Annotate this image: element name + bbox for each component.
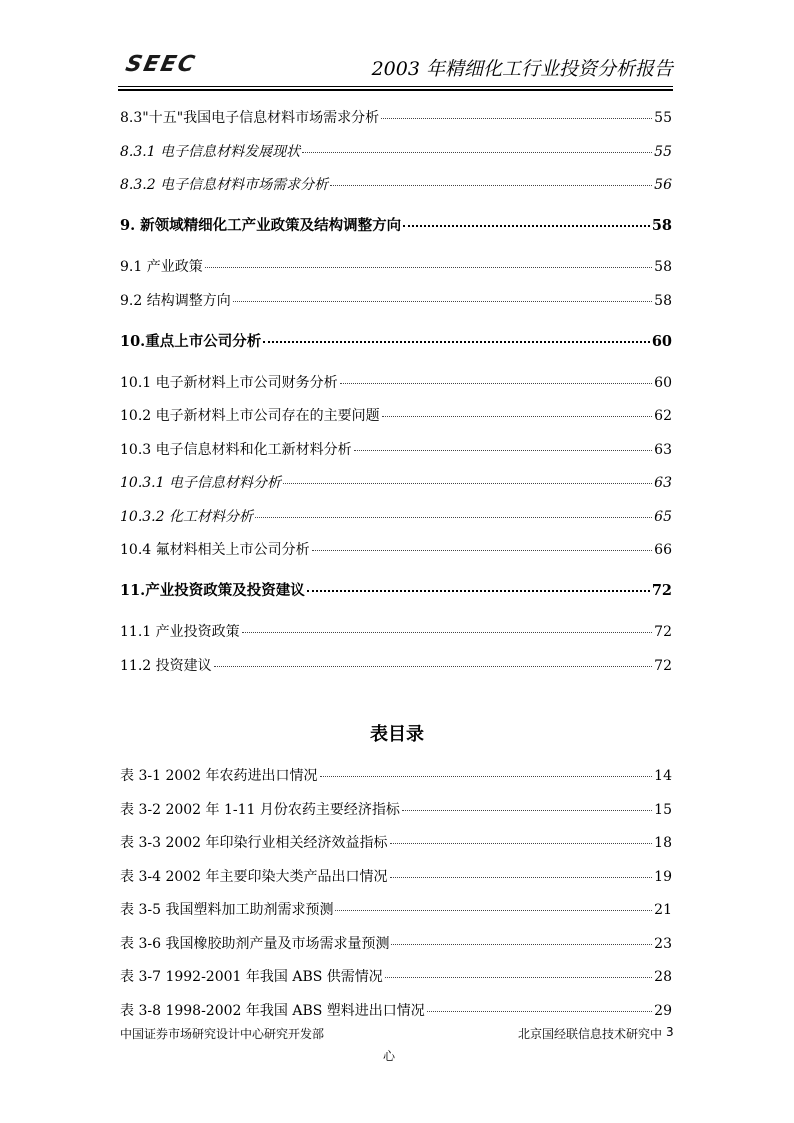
dot-leader — [205, 267, 652, 268]
entry-label: 表 3-1 2002 年农药进出口情况 — [120, 768, 318, 784]
entry-page-number: 29 — [654, 1002, 672, 1019]
toc-entry[interactable] — [120, 257, 672, 277]
entry-label: 8.3.2 电子信息材料市场需求分析 — [120, 177, 329, 193]
entry-page-number: 60 — [654, 374, 672, 391]
entry-page-number: 23 — [654, 935, 672, 952]
entry-label: 表 3-2 2002 年 1-11 月份农药主要经济指标 — [120, 801, 400, 818]
entry-page-number: 60 — [651, 332, 672, 350]
toc-entry[interactable] — [120, 373, 672, 393]
entry-label: 9.1 产业政策 — [120, 259, 203, 275]
table-of-contents — [120, 108, 672, 676]
dot-leader — [283, 483, 652, 484]
toc-entry[interactable] — [120, 108, 672, 128]
dot-leader — [427, 1011, 652, 1012]
toc-entry[interactable] — [120, 622, 672, 642]
entry-label: 10.3.1 电子信息材料分析 — [120, 475, 281, 491]
dot-leader — [233, 301, 652, 302]
toc-entry[interactable] — [120, 900, 672, 920]
toc-entry[interactable] — [120, 967, 672, 987]
dot-leader — [263, 341, 650, 343]
dot-leader — [385, 977, 652, 978]
entry-page-number: 72 — [654, 657, 672, 674]
entry-label: 11.1 产业投资政策 — [120, 624, 240, 640]
entry-page-number: 56 — [654, 177, 672, 193]
page-header — [118, 48, 673, 84]
dot-leader — [335, 910, 652, 911]
entry-page-number: 19 — [654, 868, 672, 885]
seec-logo: SEEC — [123, 52, 199, 77]
dot-leader — [354, 450, 653, 451]
entry-page-number: 72 — [654, 624, 672, 640]
footer-organization: 中国证券市场研究设计中心研究开发部 — [120, 1027, 325, 1041]
entry-page-number: 28 — [654, 969, 672, 985]
dot-leader — [214, 666, 653, 667]
footer-institute: 北京国经联信息技术研究中 — [518, 1027, 663, 1041]
toc-entry[interactable] — [120, 766, 672, 786]
entry-label: 表 3-4 2002 年主要印染大类产品出口情况 — [120, 868, 388, 885]
entry-page-number: 66 — [654, 542, 672, 558]
toc-entry[interactable] — [120, 800, 672, 820]
entry-page-number: 58 — [651, 217, 672, 234]
toc-entry[interactable] — [120, 867, 672, 887]
toc-entry[interactable] — [120, 406, 672, 426]
entry-page-number: 55 — [654, 110, 672, 126]
toc-entry[interactable] — [120, 473, 672, 493]
entry-label: 8.3.1 电子信息材料发展现状 — [120, 143, 301, 160]
entry-label: 10.重点上市公司分析 — [120, 332, 262, 350]
entry-page-number: 55 — [654, 143, 672, 160]
tables-index-title: 表目录 — [370, 724, 424, 745]
toc-chapter-entry[interactable] — [120, 332, 672, 352]
header-rule — [118, 86, 673, 87]
toc-entry[interactable] — [120, 142, 672, 162]
entry-label: 8.3"十五"我国电子信息材料市场需求分析 — [120, 110, 380, 126]
entry-page-number: 15 — [654, 801, 672, 818]
dot-leader — [242, 632, 653, 633]
dot-leader — [307, 590, 650, 592]
entry-page-number: 65 — [654, 508, 672, 525]
entry-label: 表 3-3 2002 年印染行业相关经济效益指标 — [120, 835, 388, 851]
entry-label: 10.2 电子新材料上市公司存在的主要问题 — [120, 408, 380, 424]
report-title: 2003 年精细化工行业投资分析报告 — [371, 58, 673, 80]
toc-entry[interactable] — [120, 440, 672, 460]
entry-label: 表 3-7 1992-2001 年我国 ABS 供需情况 — [120, 969, 383, 985]
dot-leader — [312, 550, 653, 551]
dot-leader — [390, 877, 653, 878]
entry-page-number: 58 — [654, 292, 672, 309]
dot-leader — [340, 383, 653, 384]
toc-entry[interactable] — [120, 291, 672, 311]
dot-leader — [330, 185, 652, 186]
dot-leader — [255, 517, 652, 518]
dot-leader — [381, 118, 652, 119]
entry-page-number: 63 — [654, 475, 672, 491]
toc-entry[interactable] — [120, 540, 672, 560]
header-rule-thick — [118, 89, 673, 91]
entry-page-number: 72 — [651, 582, 672, 599]
entry-page-number: 58 — [654, 259, 672, 275]
dot-leader — [403, 225, 650, 227]
entry-label: 11.2 投资建议 — [120, 657, 212, 674]
toc-entry[interactable] — [120, 656, 672, 676]
entry-label: 9.2 结构调整方向 — [120, 292, 231, 309]
toc-entry[interactable] — [120, 507, 672, 527]
entry-label: 表 3-8 1998-2002 年我国 ABS 塑料进出口情况 — [120, 1002, 425, 1019]
entry-page-number: 63 — [654, 441, 672, 458]
footer-institute-wrap: 心 — [383, 1049, 396, 1063]
entry-label: 表 3-5 我国塑料加工助剂需求预测 — [120, 902, 334, 918]
page-number: 3 — [666, 1025, 674, 1039]
entry-page-number: 18 — [654, 835, 672, 851]
entry-page-number: 21 — [654, 902, 672, 918]
toc-entry[interactable] — [120, 1001, 672, 1021]
entry-label: 10.3 电子信息材料和化工新材料分析 — [120, 441, 352, 458]
dot-leader — [391, 944, 652, 945]
entry-label: 9. 新领域精细化工产业政策及结构调整方向 — [120, 217, 402, 234]
tables-index — [120, 766, 672, 1021]
toc-chapter-entry[interactable] — [120, 216, 672, 236]
toc-entry[interactable] — [120, 175, 672, 195]
entry-page-number: 62 — [654, 408, 672, 424]
dot-leader — [402, 810, 652, 811]
toc-entry[interactable] — [120, 934, 672, 954]
toc-chapter-entry[interactable] — [120, 581, 672, 601]
entry-label: 10.3.2 化工材料分析 — [120, 508, 253, 525]
entry-label: 10.1 电子新材料上市公司财务分析 — [120, 374, 338, 391]
dot-leader — [382, 416, 653, 417]
entry-page-number: 14 — [654, 768, 672, 784]
toc-entry[interactable] — [120, 833, 672, 853]
dot-leader — [320, 776, 653, 777]
entry-label: 表 3-6 我国橡胶助剂产量及市场需求量预测 — [120, 935, 390, 952]
entry-label: 11.产业投资政策及投资建议 — [120, 582, 305, 599]
dot-leader — [302, 152, 652, 153]
dot-leader — [390, 843, 653, 844]
entry-label: 10.4 氟材料相关上市公司分析 — [120, 542, 310, 558]
